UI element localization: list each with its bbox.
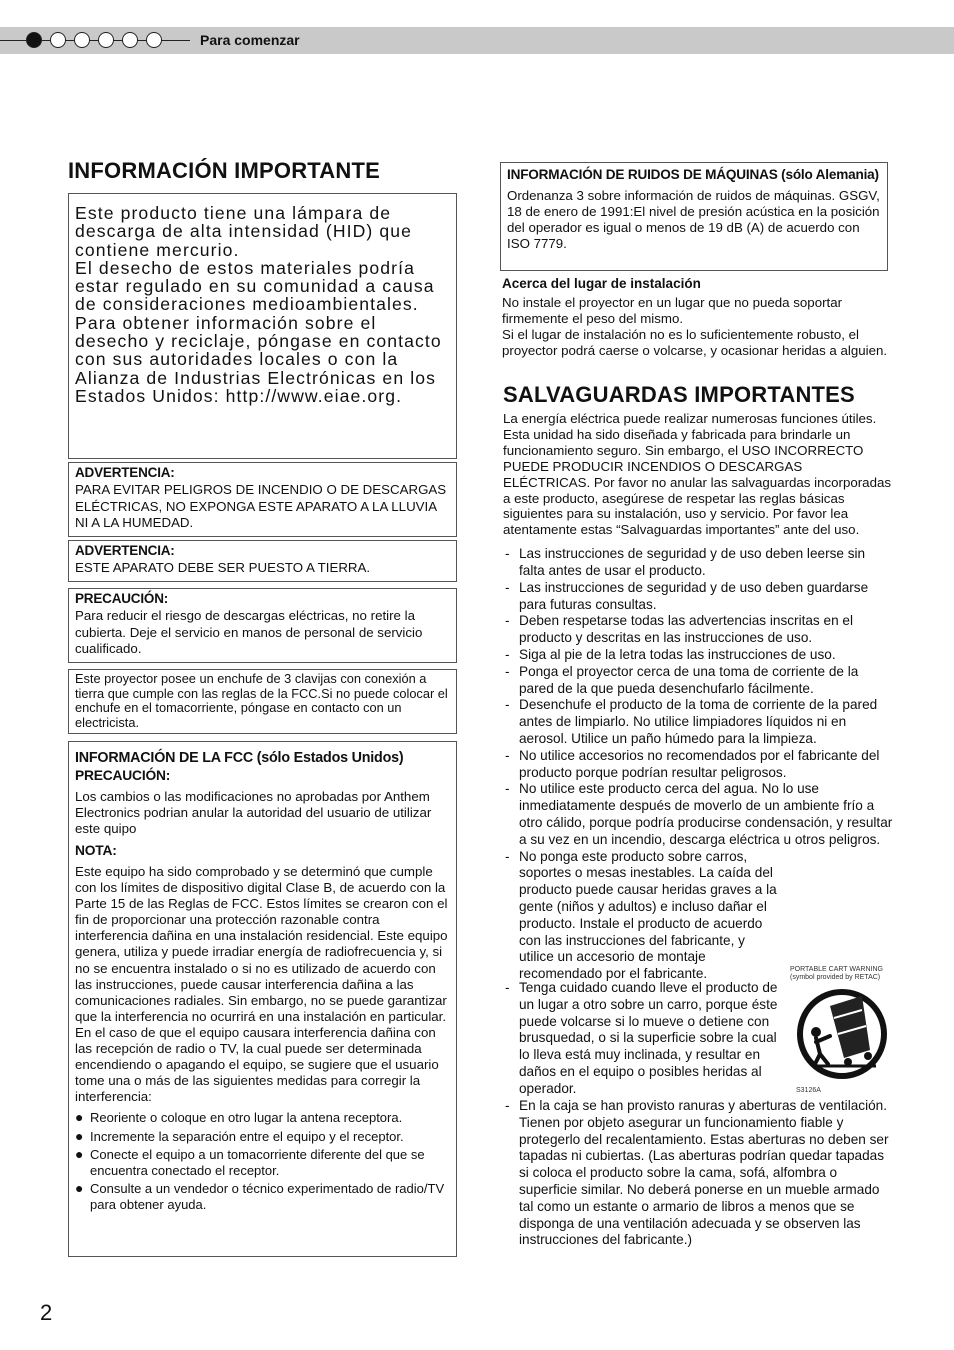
progress-dot [74,32,90,48]
page-number: 2 [40,1300,53,1325]
plug-notice-box [68,669,457,734]
warning-title-2: ADVERTENCIA: [75,543,175,558]
noise-body: Ordenanza 3 sobre información de ruidos de máquinas. GSGV, 18 de enero de 1991:El nivel de presión acústica en la posición del operador es igual o menos de 19 dB (A) de acuerdo con ISO 7779. [507,187,880,251]
list-item: - Las instrucciones de seguridad y de uso deben leerse sin falta antes de usar el producto. [503,546,893,580]
list-item: ● Incremente la separación entre el equipo y el receptor. [75,1129,450,1145]
caution-body: Para reducir el riesgo de descargas eléctricas, no retire la cubierta. Deje el servicio en manos de personal de servicio cualificado. [75,608,423,656]
mercury-notice-p1: Este producto tiene una lámpara de descarga de alta intensidad (HID) que contiene mercurio. [75,203,413,260]
plug-notice-body: Este proyector posee un enchufe de 3 clavijas con conexión a tierra que cumple con las reglas de la FCC.Si no puede colocar el enchufe en el tomacorriente, póngase en contacto con un electricista. [75,671,448,730]
install-section [502,276,888,359]
list-item: - No ponga este producto sobre carros, soportes o mesas inestables. La caída del producto puede causar heridas graves a la gente (niños y adultos) e incluso dañar el producto. Instale el producto de acuerdo con las instrucciones del fabricante, y utilice un accesorio de montaje recomendado por el fabricante. [503,849,893,983]
warning-body-2: ESTE APARATO DEBE SER PUESTO A TIERRA. [75,560,371,575]
safeguards-section [503,411,893,983]
list-item: ● Conecte el equipo a un tomacorriente diferente del que se encuentra conectado el receptor. [75,1147,450,1178]
progress-dot [50,32,66,48]
heading-important-info: INFORMACIÓN IMPORTANTE [68,158,380,183]
machine-noise-box [500,162,888,271]
list-item: ● Consulte a un vendedor o técnico experimentado de radio/TV para obtener ayuda. [75,1181,450,1212]
caution-title: PRECAUCIÓN: [75,591,169,606]
warning-box-2 [68,540,457,582]
cart-code: S3126A [796,1087,821,1094]
warning-body-1: PARA EVITAR PELIGROS DE INCENDIO O DE DESCARGAS ELÉCTRICAS, NO EXPONGA ESTE APARATO A LA LLUVIA NI A LA HUMEDAD. [75,482,447,530]
cart-caption-1: PORTABLE CART WARNING [790,966,883,973]
portable-cart-warning-figure [790,966,900,1096]
list-item: ● Reoriente o coloque en otro lugar la antena receptora. [75,1110,450,1126]
mercury-notice-box [68,193,457,459]
list-item: - Siga al pie de la letra todas las instrucciones de uso. [503,647,893,664]
progress-dot [98,32,114,48]
cart-tipping-icon [794,988,894,1080]
fcc-caution-title: PRECAUCIÓN: [75,768,171,783]
ventilation-item [503,1098,893,1249]
fcc-caution-body: Los cambios o las modificaciones no aprobadas por Anthem Electronics podrian anular la autoridad del usuario de utilizar este quipo [75,789,432,836]
list-item: - Deben respetarse todas las advertencias inscritas en el producto y descritas en las instrucciones de uso. [503,613,893,647]
fcc-title: INFORMACIÓN DE LA FCC (sólo Estados Unidos) [75,750,404,766]
cart-item-list [503,980,785,1098]
fcc-note-body: Este equipo ha sido comprobado y se determinó que cumple con los límites de dispositivo digital Clase B, de acuerdo con la Parte 15 de las Reglas de FCC. Estos límites se crearon con el fin de proporcionar una protección razonable contra interferencia dañina en una instalación residencial. Este equipo genera, utiliza y puede irradiar energía de radiofrecuencia y, si no se encuentra instalado o si no es utilizado de acuerdo con las instrucciones, puede causar interferencia dañina a las comunicaciones radiales. Sin embargo, no se puede garantizar que la interferencia no ocurrirá en una instalación en particular. En el caso de que el equipo causara interferencia dañina con las recepción de radio o TV, la cual puede ser determinada encendiendo o apagando el equipo, se sugiere que el usuario tome una o más de las siguientes medidas para corregir la interferencia: [75,864,448,1105]
progress-dot-current [26,32,42,48]
fcc-note-title: NOTA: [75,843,117,858]
cart-caption-2: (symbol provided by RETAC) [790,974,881,981]
fcc-info-box [68,741,457,1257]
section-title: Para comenzar [200,32,300,48]
list-item: - Las instrucciones de seguridad y de uso deben guardarse para futuras consultas. [503,580,893,614]
progress-dot [146,32,162,48]
install-title: Acerca del lugar de instalación [502,276,701,291]
install-p2: Si el lugar de instalación no es lo suficientemente robusto, el proyector podrá caerse o volcarse, y ocasionar heridas a alguien. [502,327,888,358]
list-item: - Desenchufe el producto de la toma de corriente de la pared antes de limpiarlo. No utilice limpiadores líquidos ni en aerosol. Utilice un paño húmedo para la limpieza. [503,697,893,747]
list-item: - No utilice este producto cerca del agua. No lo use inmediatamente después de moverlo de un ambiente frío a otro cálido, porque podría producirse condensación, y resultar a su vez en un incendio, descarga eléctrica u otros peligros. [503,781,893,848]
mercury-notice-p2: El desecho de estos materiales podría estar regulado en su comunidad a causa de consideraciones medioambientales. Para obtener información sobre el desecho y reciclaje, póngase en contacto con sus autoridades locales o con la Alianza de Industrias Electrónicas en los Estados Unidos: http://www.eiae.org. [75,257,442,406]
list-item: - No utilice accesorios no recomendados por el fabricante del producto porque podrían resultar peligrosos. [503,748,893,782]
heading-safeguards: SALVAGUARDAS IMPORTANTES [503,382,855,407]
progress-dot [122,32,138,48]
list-item: - Ponga el proyector cerca de una toma de corriente de la pared de la que pueda desenchufarlo fácilmente. [503,664,893,698]
header-bar [0,27,954,54]
noise-title: INFORMACIÓN DE RUIDOS DE MÁQUINAS (sólo Alemania) [507,167,879,182]
warning-title-1: ADVERTENCIA: [75,465,175,480]
safeguards-intro: La energía eléctrica puede realizar numerosas funciones útiles. Esta unidad ha sido diseñada y fabricada para brindarle un funcionamiento seguro. Sin embargo, el USO INCORRECTO PUEDE PRODUCIR INCENDIOS O DESCARGAS ELÉCTRICAS. Por favor no anular las salvaguardas incorporadas a este producto, asegúrese de respetar las reglas básicas siguientes para su instalación, uso y servicio. Por favor lea atentamente estas “Salvaguardas importantes” ante del uso. [503,411,892,538]
cart-item [503,980,785,1098]
fcc-measures-list [75,1110,450,1212]
caution-box [68,588,457,663]
warning-box-1 [68,462,457,537]
safeguards-list [503,546,893,983]
ventilation-list [503,1098,893,1249]
list-item: - En la caja se han provisto ranuras y aberturas de ventilación. Tienen por objeto asegurar un funcionamiento fiable y protegerlo del recalentamiento. Estas aberturas no deben ser tapadas ni cubiertas. (Las aberturas podrían quedar tapadas si coloca el producto sobre la cama, sofá, alfombra o superficie similar. No deberá ponerse en un mueble armado tal como un estante o armario de libros a menos que se disponga de una ventilación adecuada y se observen las instrucciones del fabricante.) [503,1098,893,1249]
list-item: - Tenga cuidado cuando lleve el producto de un lugar a otro sobre un carro, porque éste puede volcarse si lo mueve o detiene con brusquedad, o si la superficie sobre la cual lo lleva está muy inclinada, y resultar en daños en el equipo o posibles heridas al operador. [503,980,785,1098]
install-p1: No instale el proyector en un lugar que no pueda soportar firmemente el peso del mismo. [502,295,843,326]
progress-dots [26,32,162,48]
